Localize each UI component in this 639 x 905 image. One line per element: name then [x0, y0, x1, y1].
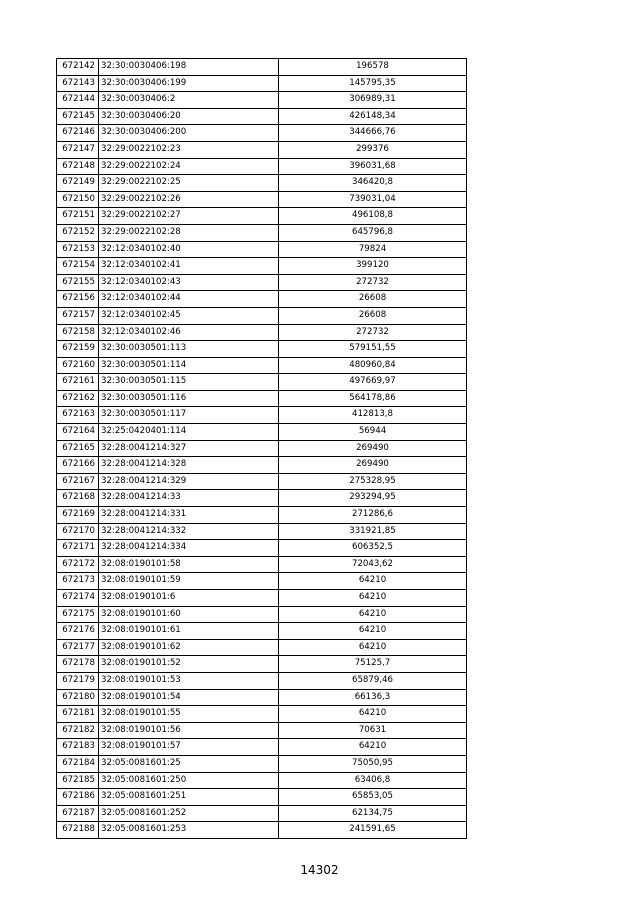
cadastral-value-cell: 63406,8: [279, 772, 467, 789]
row-id-cell: 672179: [57, 672, 99, 689]
cadastral-number-cell: 32:05:0081601:251: [99, 789, 279, 806]
table-row: [57, 324, 467, 341]
cadastral-value-cell: 271286,6: [279, 507, 467, 524]
cadastral-value-cell: 269490: [279, 457, 467, 474]
table-row: [57, 805, 467, 822]
cadastral-value-cell: 64210: [279, 706, 467, 723]
table-row: [57, 125, 467, 142]
cadastral-value-cell: 399120: [279, 258, 467, 275]
cadastral-number-cell: 32:08:0190101:59: [99, 573, 279, 590]
cadastral-value-cell: 64210: [279, 573, 467, 590]
row-id-cell: 672170: [57, 523, 99, 540]
row-id-cell: 672188: [57, 822, 99, 839]
table-row: [57, 241, 467, 258]
row-id-cell: 672186: [57, 789, 99, 806]
row-id-cell: 672144: [57, 92, 99, 109]
cadastral-number-cell: 32:28:0041214:328: [99, 457, 279, 474]
cadastral-number-cell: 32:28:0041214:33: [99, 490, 279, 507]
cadastral-value-cell: 426148,34: [279, 108, 467, 125]
cadastral-value-cell: 645796,8: [279, 224, 467, 241]
row-id-cell: 672151: [57, 208, 99, 225]
row-id-cell: 672174: [57, 590, 99, 607]
row-id-cell: 672165: [57, 440, 99, 457]
cadastral-value-cell: 241591,65: [279, 822, 467, 839]
table-row: [57, 158, 467, 175]
cadastral-value-cell: 344666,76: [279, 125, 467, 142]
table-row: [57, 108, 467, 125]
table-row: [57, 639, 467, 656]
table-row: [57, 424, 467, 441]
cadastral-value-cell: 196578: [279, 59, 467, 76]
cadastral-value-cell: 65853,05: [279, 789, 467, 806]
table-row: [57, 473, 467, 490]
row-id-cell: 672158: [57, 324, 99, 341]
cadastral-number-cell: 32:30:0030501:114: [99, 357, 279, 374]
cadastral-value-cell: 72043,62: [279, 556, 467, 573]
cadastral-number-cell: 32:30:0030406:2: [99, 92, 279, 109]
cadastral-number-cell: 32:30:0030501:116: [99, 390, 279, 407]
table-row: [57, 656, 467, 673]
row-id-cell: 672146: [57, 125, 99, 142]
cadastral-value-cell: 26608: [279, 307, 467, 324]
table-row: [57, 75, 467, 92]
table-row: [57, 507, 467, 524]
table-row: [57, 672, 467, 689]
row-id-cell: 672184: [57, 755, 99, 772]
row-id-cell: 672171: [57, 540, 99, 557]
cadastral-number-cell: 32:29:0022102:25: [99, 175, 279, 192]
row-id-cell: 672150: [57, 191, 99, 208]
table-row: [57, 208, 467, 225]
cadastral-number-cell: 32:29:0022102:26: [99, 191, 279, 208]
cadastral-value-cell: 75050,95: [279, 755, 467, 772]
row-id-cell: 672143: [57, 75, 99, 92]
table-row: [57, 523, 467, 540]
row-id-cell: 672173: [57, 573, 99, 590]
cadastral-number-cell: 32:30:0030406:198: [99, 59, 279, 76]
cadastral-number-cell: 32:28:0041214:332: [99, 523, 279, 540]
row-id-cell: 672181: [57, 706, 99, 723]
table-row: [57, 175, 467, 192]
cadastral-value-cell: 739031,04: [279, 191, 467, 208]
row-id-cell: 672145: [57, 108, 99, 125]
cadastral-number-cell: 32:12:0340102:44: [99, 291, 279, 308]
cadastral-value-cell: 331921,85: [279, 523, 467, 540]
table-body: [57, 59, 467, 839]
cadastral-value-cell: 496108,8: [279, 208, 467, 225]
table-row: [57, 822, 467, 839]
cadastral-number-cell: 32:30:0030406:200: [99, 125, 279, 142]
cadastral-value-cell: 299376: [279, 141, 467, 158]
cadastral-value-cell: 579151,55: [279, 341, 467, 358]
table-row: [57, 457, 467, 474]
cadastral-value-cell: 412813,8: [279, 407, 467, 424]
cadastral-number-cell: 32:25:0420401:114: [99, 424, 279, 441]
table-row: [57, 59, 467, 76]
cadastral-number-cell: 32:08:0190101:58: [99, 556, 279, 573]
cadastral-value-cell: 62134,75: [279, 805, 467, 822]
row-id-cell: 672147: [57, 141, 99, 158]
table-row: [57, 490, 467, 507]
table-row: [57, 307, 467, 324]
cadastral-number-cell: 32:05:0081601:252: [99, 805, 279, 822]
cadastral-number-cell: 32:28:0041214:329: [99, 473, 279, 490]
cadastral-value-cell: 396031,68: [279, 158, 467, 175]
cadastral-number-cell: 32:29:0022102:27: [99, 208, 279, 225]
table-row: [57, 440, 467, 457]
cadastral-value-cell: 606352,5: [279, 540, 467, 557]
cadastral-number-cell: 32:29:0022102:24: [99, 158, 279, 175]
table-row: [57, 623, 467, 640]
cadastral-value-cell: 64210: [279, 606, 467, 623]
cadastral-number-cell: 32:30:0030406:20: [99, 108, 279, 125]
cadastral-number-cell: 32:08:0190101:57: [99, 739, 279, 756]
cadastral-value-cell: 564178,86: [279, 390, 467, 407]
cadastral-value-cell: 306989,31: [279, 92, 467, 109]
row-id-cell: 672187: [57, 805, 99, 822]
cadastral-number-cell: 32:30:0030501:113: [99, 341, 279, 358]
cadastral-value-cell: 79824: [279, 241, 467, 258]
cadastral-number-cell: 32:12:0340102:43: [99, 274, 279, 291]
cadastral-number-cell: 32:12:0340102:40: [99, 241, 279, 258]
cadastral-value-cell: 272732: [279, 324, 467, 341]
row-id-cell: 672168: [57, 490, 99, 507]
row-id-cell: 672175: [57, 606, 99, 623]
row-id-cell: 672153: [57, 241, 99, 258]
row-id-cell: 672182: [57, 722, 99, 739]
table-row: [57, 274, 467, 291]
cadastral-value-cell: 64210: [279, 639, 467, 656]
row-id-cell: 672172: [57, 556, 99, 573]
cadastral-value-cell: 64210: [279, 739, 467, 756]
cadastral-number-cell: 32:08:0190101:61: [99, 623, 279, 640]
table-row: [57, 590, 467, 607]
table-row: [57, 141, 467, 158]
cadastral-value-table: [56, 58, 467, 839]
cadastral-number-cell: 32:08:0190101:6: [99, 590, 279, 607]
row-id-cell: 672164: [57, 424, 99, 441]
table-row: [57, 540, 467, 557]
table-row: [57, 556, 467, 573]
row-id-cell: 672178: [57, 656, 99, 673]
row-id-cell: 672185: [57, 772, 99, 789]
row-id-cell: 672180: [57, 689, 99, 706]
cadastral-number-cell: 32:12:0340102:46: [99, 324, 279, 341]
table-row: [57, 291, 467, 308]
cadastral-value-cell: 26608: [279, 291, 467, 308]
row-id-cell: 672162: [57, 390, 99, 407]
cadastral-value-cell: 480960,84: [279, 357, 467, 374]
table-row: [57, 739, 467, 756]
table-row: [57, 772, 467, 789]
cadastral-number-cell: 32:05:0081601:25: [99, 755, 279, 772]
table-row: [57, 191, 467, 208]
page-number: 14302: [300, 863, 339, 877]
table-row: [57, 258, 467, 275]
row-id-cell: 672157: [57, 307, 99, 324]
table-row: [57, 689, 467, 706]
row-id-cell: 672156: [57, 291, 99, 308]
cadastral-number-cell: 32:28:0041214:334: [99, 540, 279, 557]
table-row: [57, 341, 467, 358]
cadastral-value-cell: 66136,3: [279, 689, 467, 706]
table-row: [57, 573, 467, 590]
row-id-cell: 672183: [57, 739, 99, 756]
cadastral-number-cell: 32:30:0030501:115: [99, 374, 279, 391]
row-id-cell: 672169: [57, 507, 99, 524]
row-id-cell: 672142: [57, 59, 99, 76]
cadastral-value-cell: 275328,95: [279, 473, 467, 490]
cadastral-value-cell: 346420,8: [279, 175, 467, 192]
row-id-cell: 672177: [57, 639, 99, 656]
cadastral-value-cell: 293294,95: [279, 490, 467, 507]
cadastral-number-cell: 32:12:0340102:45: [99, 307, 279, 324]
table-row: [57, 407, 467, 424]
cadastral-value-cell: 64210: [279, 623, 467, 640]
table-row: [57, 374, 467, 391]
row-id-cell: 672163: [57, 407, 99, 424]
cadastral-value-cell: 75125,7: [279, 656, 467, 673]
cadastral-number-cell: 32:30:0030406:199: [99, 75, 279, 92]
row-id-cell: 672160: [57, 357, 99, 374]
table-row: [57, 755, 467, 772]
cadastral-value-cell: 65879,46: [279, 672, 467, 689]
cadastral-value-cell: 269490: [279, 440, 467, 457]
cadastral-value-cell: 64210: [279, 590, 467, 607]
cadastral-number-cell: 32:12:0340102:41: [99, 258, 279, 275]
cadastral-number-cell: 32:29:0022102:23: [99, 141, 279, 158]
row-id-cell: 672159: [57, 341, 99, 358]
table-row: [57, 706, 467, 723]
row-id-cell: 672148: [57, 158, 99, 175]
cadastral-value-cell: 70631: [279, 722, 467, 739]
row-id-cell: 672149: [57, 175, 99, 192]
cadastral-number-cell: 32:08:0190101:53: [99, 672, 279, 689]
cadastral-value-cell: 272732: [279, 274, 467, 291]
cadastral-number-cell: 32:08:0190101:55: [99, 706, 279, 723]
row-id-cell: 672161: [57, 374, 99, 391]
cadastral-number-cell: 32:08:0190101:54: [99, 689, 279, 706]
table-row: [57, 722, 467, 739]
row-id-cell: 672154: [57, 258, 99, 275]
table-row: [57, 92, 467, 109]
row-id-cell: 672167: [57, 473, 99, 490]
cadastral-value-cell: 497669,97: [279, 374, 467, 391]
cadastral-number-cell: 32:08:0190101:62: [99, 639, 279, 656]
cadastral-number-cell: 32:30:0030501:117: [99, 407, 279, 424]
cadastral-number-cell: 32:08:0190101:52: [99, 656, 279, 673]
cadastral-value-cell: 56944: [279, 424, 467, 441]
cadastral-number-cell: 32:28:0041214:331: [99, 507, 279, 524]
cadastral-number-cell: 32:08:0190101:56: [99, 722, 279, 739]
row-id-cell: 672152: [57, 224, 99, 241]
table-row: [57, 224, 467, 241]
cadastral-number-cell: 32:05:0081601:250: [99, 772, 279, 789]
row-id-cell: 672166: [57, 457, 99, 474]
table-row: [57, 357, 467, 374]
table-row: [57, 390, 467, 407]
table-row: [57, 606, 467, 623]
row-id-cell: 672155: [57, 274, 99, 291]
cadastral-value-cell: 145795,35: [279, 75, 467, 92]
cadastral-number-cell: 32:08:0190101:60: [99, 606, 279, 623]
cadastral-number-cell: 32:05:0081601:253: [99, 822, 279, 839]
cadastral-number-cell: 32:29:0022102:28: [99, 224, 279, 241]
cadastral-number-cell: 32:28:0041214:327: [99, 440, 279, 457]
table-row: [57, 789, 467, 806]
row-id-cell: 672176: [57, 623, 99, 640]
